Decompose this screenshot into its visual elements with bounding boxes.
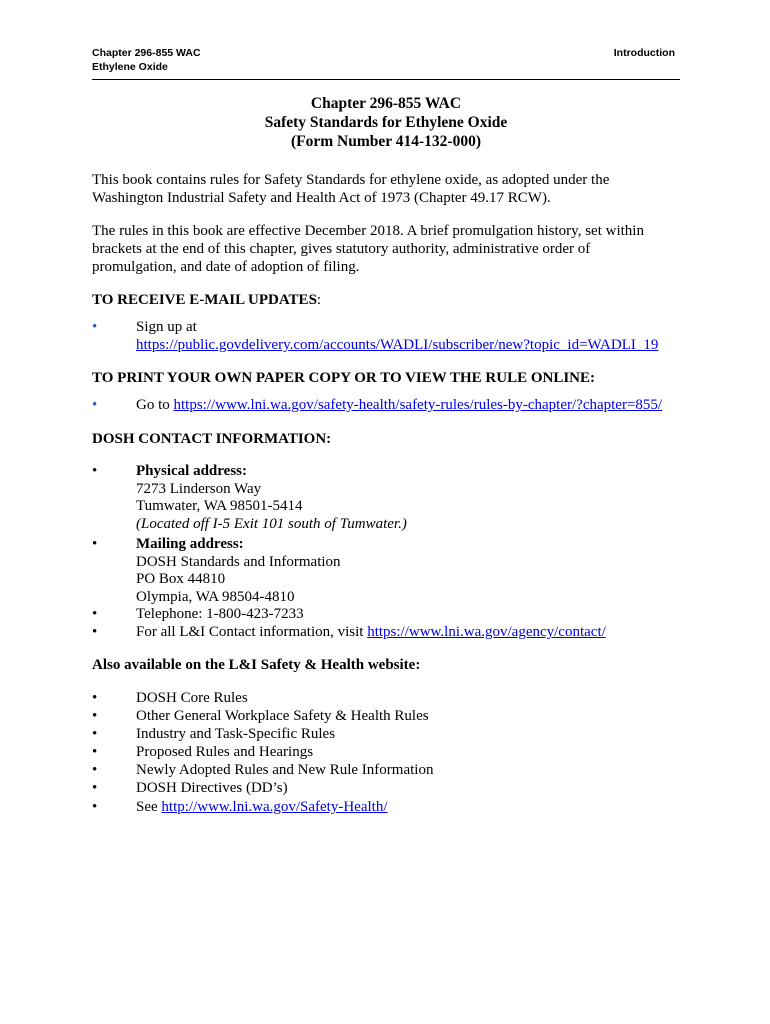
header-chapter: Chapter 296-855 WAC (92, 47, 201, 59)
bullet-icon: • (92, 708, 98, 724)
also-item-directives: DOSH Directives (DD’s) (136, 780, 288, 796)
bullet-icon: • (92, 690, 98, 706)
agency-contact-link[interactable]: https://www.lni.wa.gov/agency/contact/ (367, 624, 606, 640)
email-heading-colon: : (316, 292, 322, 308)
print-view-text (136, 397, 696, 415)
running-header-left (92, 46, 201, 74)
also-item-general-rules: Other General Workplace Safety & Health Rules (136, 708, 429, 724)
bullet-icon: • (92, 762, 98, 778)
print-view-heading: TO PRINT YOUR OWN PAPER COPY OR TO VIEW THE RULE ONLINE: (92, 370, 595, 386)
intro-p1-line-2: Washington Industrial Safety and Health Act of 1973 (Chapter 49.17 RCW). (92, 190, 551, 206)
bullet-icon: • (92, 624, 98, 640)
also-available-heading: Also available on the L&I Safety & Health website: (92, 657, 421, 673)
physical-address-street: 7273 Linderson Way (136, 480, 262, 497)
bullet-icon: • (92, 780, 98, 796)
title-line-3: (Form Number 414-132-000) (291, 133, 481, 150)
contact-link-text (136, 624, 696, 642)
mailing-address-block (136, 536, 696, 606)
physical-address-city: Tumwater, WA 98501-5414 (136, 498, 303, 514)
mailing-address-org: DOSH Standards and Information (136, 553, 341, 570)
bullet-icon: • (92, 463, 98, 479)
also-item-industry-rules: Industry and Task-Specific Rules (136, 726, 336, 742)
header-topic: Ethylene Oxide (92, 61, 168, 73)
also-item-proposed-rules: Proposed Rules and Hearings (136, 744, 314, 760)
intro-p2-line-2: brackets at the end of this chapter, gives statutory authority, administrative order of (92, 241, 591, 257)
safety-health-link[interactable]: http://www.lni.wa.gov/Safety-Health/ (161, 799, 388, 815)
mailing-address-city: Olympia, WA 98504-4810 (136, 588, 295, 605)
bullet-icon: • (92, 799, 98, 815)
running-header-right: Introduction (613, 47, 675, 59)
contact-prefix: For all L&I Contact information, visit (136, 624, 368, 640)
bullet-icon: • (92, 536, 98, 552)
mailing-address-label: Mailing address: (136, 536, 244, 552)
bullet-icon: • (92, 397, 98, 413)
physical-address-block (136, 463, 696, 533)
contact-heading: DOSH CONTACT INFORMATION: (92, 431, 332, 447)
bullet-icon: • (92, 744, 98, 760)
bullet-icon: • (92, 606, 98, 622)
email-heading-text: TO RECEIVE E-MAIL UPDATES (92, 292, 317, 308)
intro-paragraph-1 (92, 171, 682, 207)
also-item-core-rules: DOSH Core Rules (136, 690, 248, 706)
intro-p1-line-1: This book contains rules for Safety Standards for ethylene oxide, as adopted under the (92, 172, 610, 188)
see-prefix: See (136, 799, 162, 815)
also-item-new-rules: Newly Adopted Rules and New Rule Information (136, 762, 434, 778)
bullet-icon: • (92, 726, 98, 742)
also-item-see-link (136, 799, 696, 817)
govdelivery-link[interactable]: https://public.govdelivery.com/accounts/WADLI/subscriber/new?topic_id=WADLI_19 (136, 337, 659, 353)
go-to-text: Go to (136, 397, 174, 413)
rules-by-chapter-link[interactable]: https://www.lni.wa.gov/safety-health/safety-rules/rules-by-chapter/?chapter=855/ (173, 397, 663, 413)
title-line-1: Chapter 296-855 WAC (310, 95, 462, 112)
header-divider (92, 79, 680, 80)
physical-address-note: (Located off I-5 Exit 101 south of Tumwater.) (136, 515, 407, 532)
physical-address-label: Physical address: (136, 463, 247, 479)
intro-p2-line-1: The rules in this book are effective December 2018. A brief promulgation history, set within (92, 223, 644, 239)
telephone-text: Telephone: 1-800-423-7233 (136, 606, 304, 622)
intro-paragraph-2 (92, 222, 682, 276)
mailing-address-po: PO Box 44810 (136, 571, 226, 587)
bullet-icon: • (92, 319, 98, 335)
intro-p2-line-3: promulgation, and date of adoption of filing. (92, 259, 360, 275)
email-updates-heading (92, 291, 321, 309)
document-title (92, 94, 680, 151)
title-line-2: Safety Standards for Ethylene Oxide (264, 114, 508, 131)
signup-text: Sign up at (136, 319, 197, 335)
